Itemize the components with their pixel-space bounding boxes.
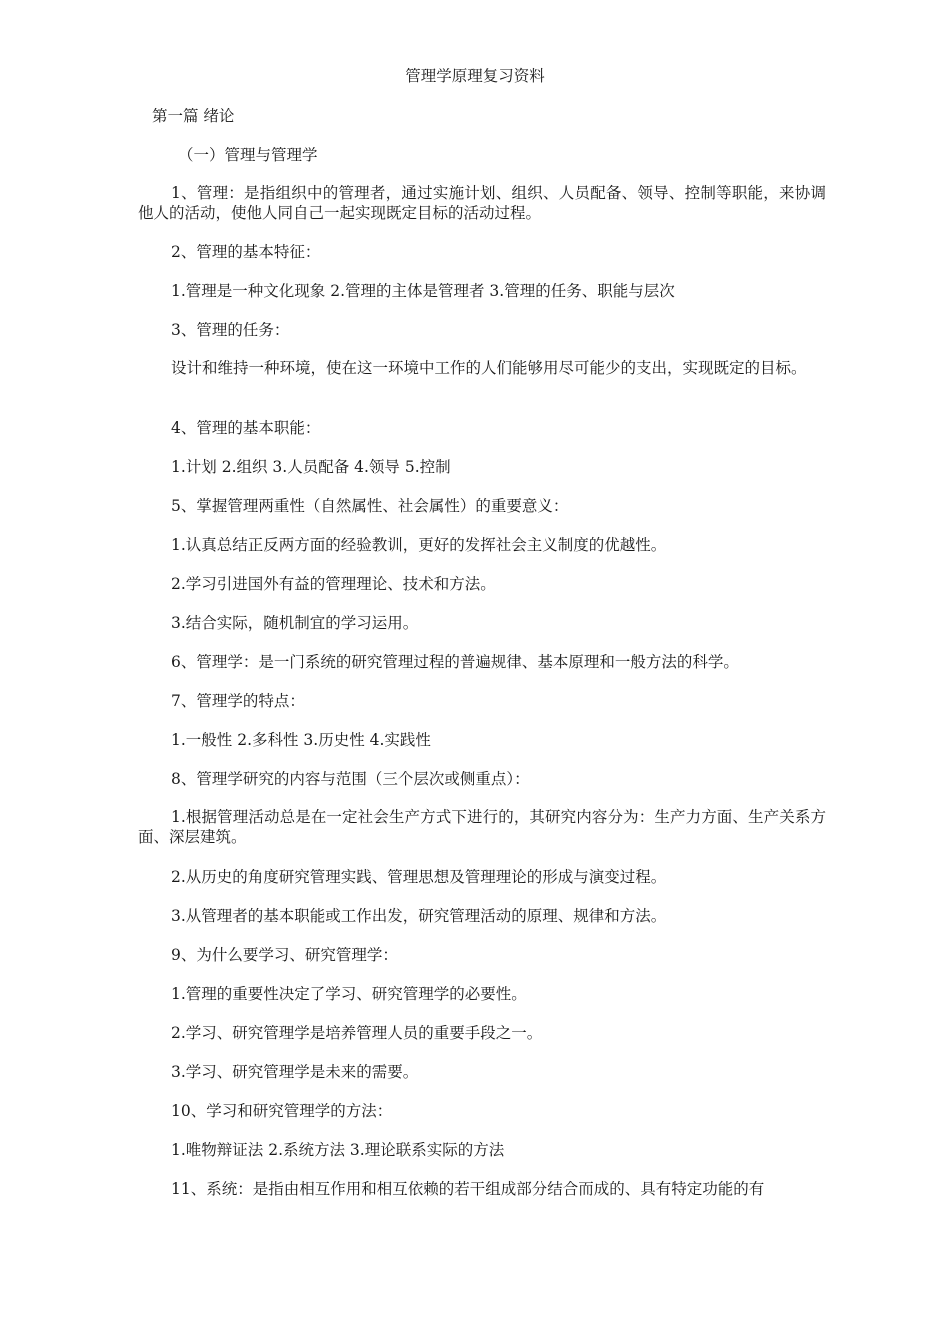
part-heading: 第一篇 绪论 (152, 107, 235, 125)
paragraph-3: 1.管理是一种文化现象 2.管理的主体是管理者 3.管理的任务、职能与层次 (171, 282, 675, 300)
document-title: 管理学原理复习资料 (405, 67, 545, 85)
paragraph-20: 1.管理的重要性决定了学习、研究管理学的必要性。 (171, 985, 527, 1003)
paragraph-21: 2.学习、研究管理学是培养管理人员的重要手段之一。 (171, 1024, 543, 1042)
paragraph-8: 5、掌握管理两重性（自然属性、社会属性）的重要意义： (171, 497, 569, 515)
paragraph-18: 3.从管理者的基本职能或工作出发，研究管理活动的原理、规律和方法。 (171, 907, 667, 925)
paragraph-17: 2.从历史的角度研究管理实践、管理思想及管理理论的形成与演变过程。 (171, 868, 667, 886)
paragraph-5: 设计和维持一种环境，使在这一环境中工作的人们能够用尽可能少的支出，实现既定的目标。 (171, 359, 807, 377)
paragraph-2: 2、管理的基本特征： (171, 243, 321, 261)
paragraph-15: 8、管理学研究的内容与范围（三个层次或侧重点）： (171, 770, 530, 788)
paragraph-11: 3.结合实际，随机制宜的学习运用。 (171, 614, 419, 632)
paragraph-25: 11、系统：是指由相互作用和相互依赖的若干组成部分结合而成的、具有特定功能的有 (171, 1180, 765, 1198)
paragraph-14: 1.一般性 2.多科性 3.历史性 4.实践性 (171, 731, 431, 749)
paragraph-1: 1、管理：是指组织中的管理者，通过实施计划、组织、人员配备、领导、控制等职能，来协调他人的活动，使他人同自己一起实现既定目标的活动过程。 (138, 184, 826, 222)
paragraph-10: 2.学习引进国外有益的管理理论、技术和方法。 (171, 575, 496, 593)
paragraph-19: 9、为什么要学习、研究管理学： (171, 946, 398, 964)
paragraph-13: 7、管理学的特点： (171, 692, 305, 710)
paragraph-24: 1.唯物辩证法 2.系统方法 3.理论联系实际的方法 (171, 1141, 505, 1159)
section-heading: （一）管理与管理学 (178, 146, 318, 164)
paragraph-9: 1.认真总结正反两方面的经验教训，更好的发挥社会主义制度的优越性。 (171, 536, 667, 554)
paragraph-23: 10、学习和研究管理学的方法： (171, 1102, 393, 1120)
paragraph-16: 1.根据管理活动总是在一定社会生产方式下进行的，其研究内容分为：生产力方面、生产关系方面、深层建筑。 (138, 808, 826, 846)
paragraph-12: 6、管理学：是一门系统的研究管理过程的普遍规律、基本原理和一般方法的科学。 (171, 653, 739, 671)
paragraph-7: 1.计划 2.组织 3.人员配备 4.领导 5.控制 (171, 458, 451, 476)
paragraph-6: 4、管理的基本职能： (171, 419, 321, 437)
paragraph-4: 3、管理的任务： (171, 321, 290, 339)
paragraph-22: 3.学习、研究管理学是未来的需要。 (171, 1063, 419, 1081)
